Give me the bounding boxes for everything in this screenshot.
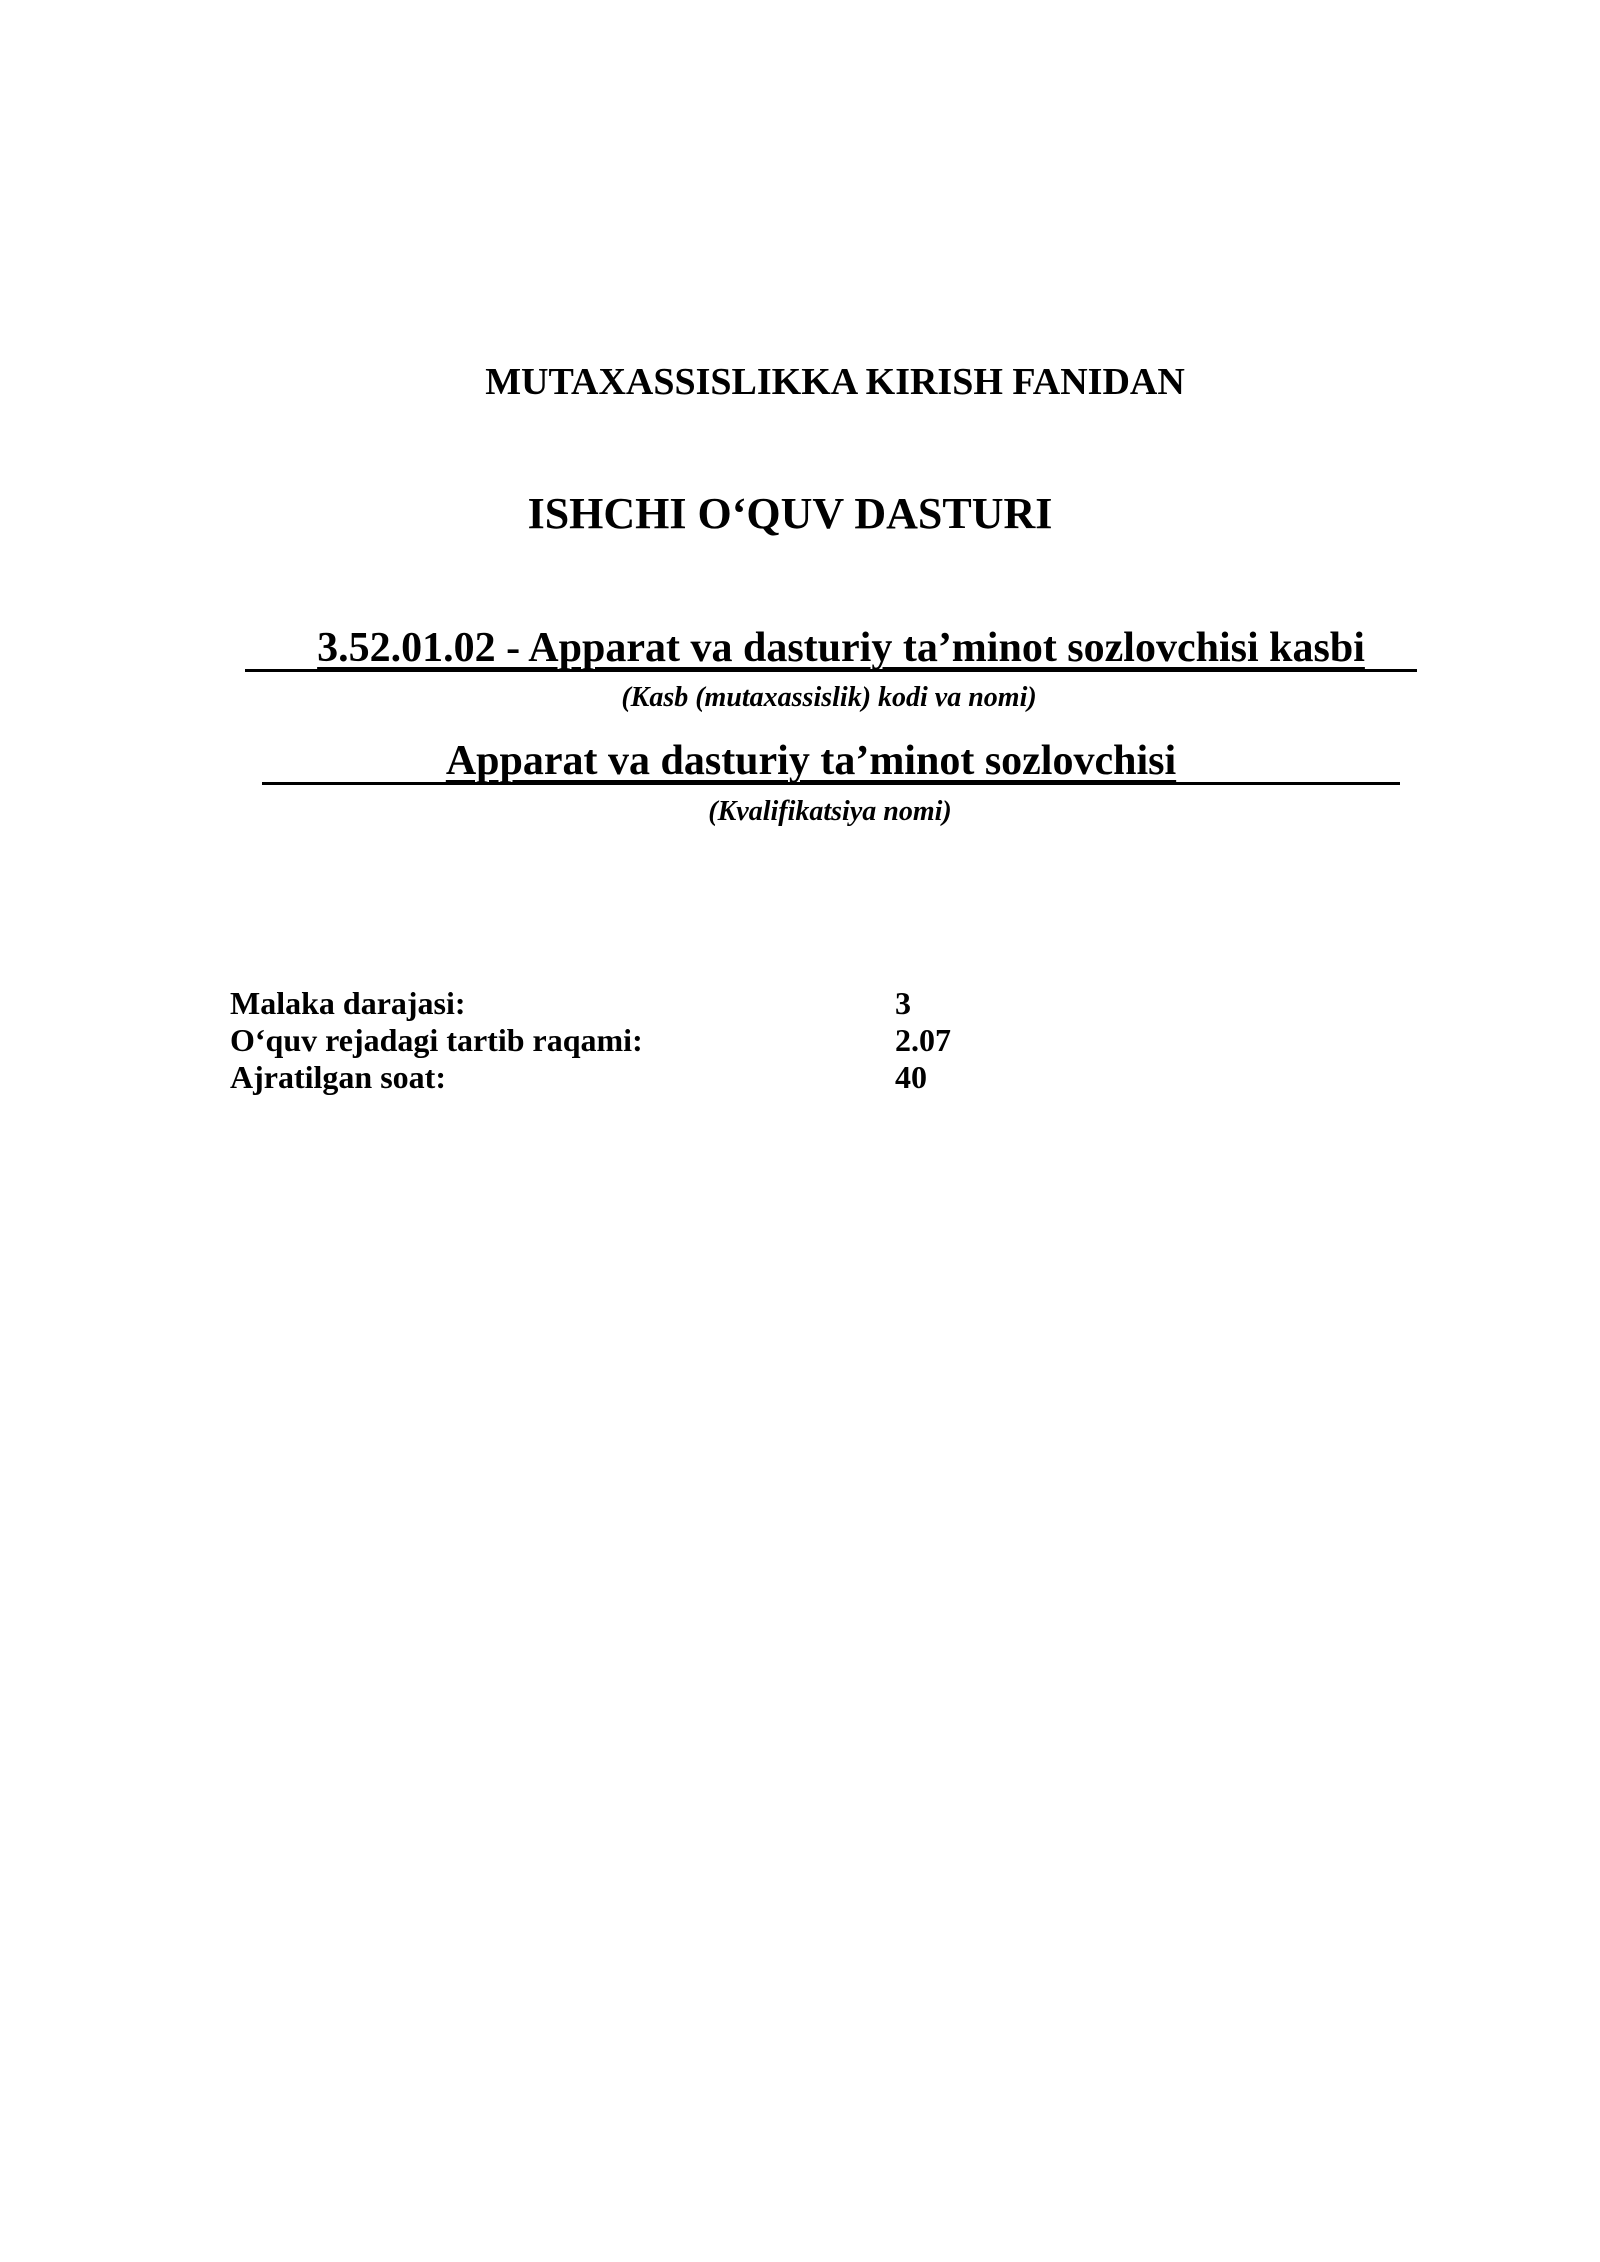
subject-title: MUTAXASSISLIKKA KIRISH FANIDAN [485,361,1185,403]
info-value: 40 [895,1059,927,1095]
info-row-curriculum-number [230,1022,1030,1059]
info-label: Malaka darajasi: [230,985,466,1021]
info-value: 2.07 [895,1022,951,1058]
info-row-allocated-hours [230,1059,1030,1096]
info-label: Ajratilgan soat: [230,1059,446,1095]
profession-field [245,622,1417,672]
profession-value: 3.52.01.02 - Apparat va dasturiy ta’minot sozlovchisi kasbi [317,625,1365,671]
qualification-field [262,735,1400,785]
qualification-caption: (Kvalifikatsiya nomi) [708,796,952,827]
qualification-value: Apparat va dasturiy ta’minot sozlovchisi [445,738,1177,784]
info-table [230,985,1030,1096]
profession-caption: (Kasb (mutaxassislik) kodi va nomi) [621,682,1037,713]
info-value: 3 [895,985,911,1021]
document-title: ISHCHI O‘QUV DASTURI [527,489,1053,538]
info-row-qualification-level [230,985,1030,1022]
info-label: O‘quv rejadagi tartib raqami: [230,1022,643,1058]
